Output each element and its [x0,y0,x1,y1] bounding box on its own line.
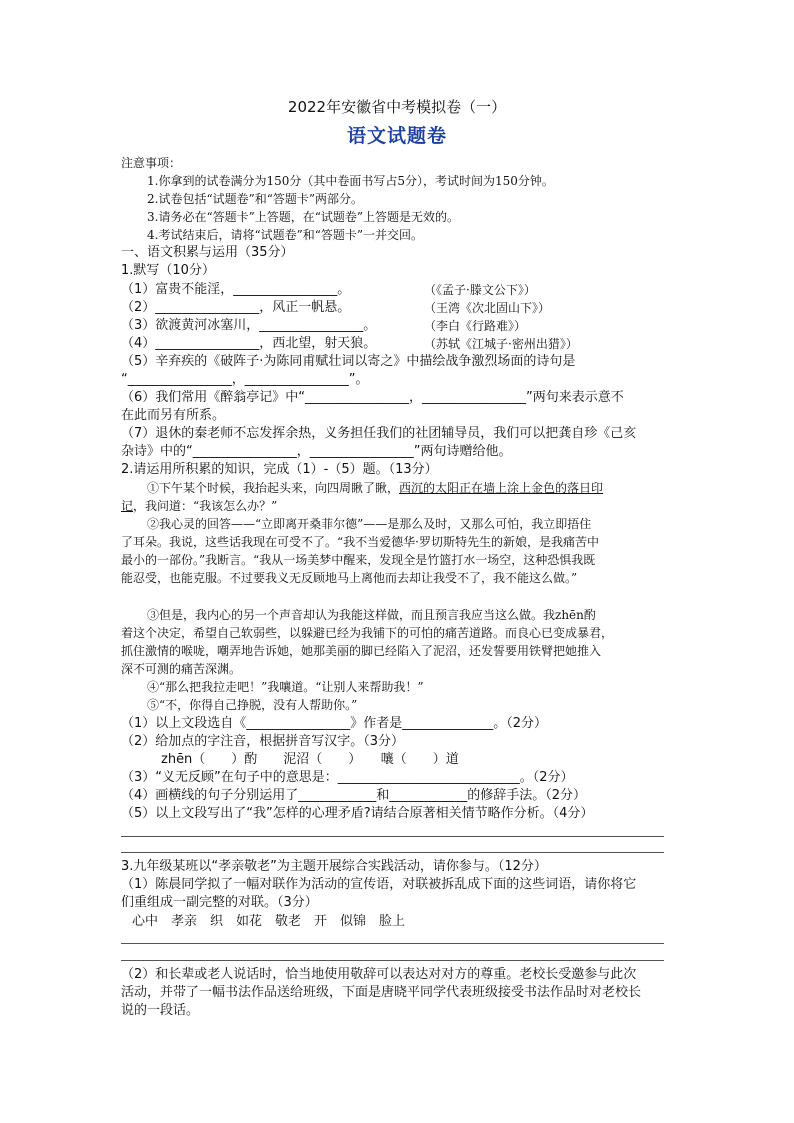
sub-question: （5）以上文段写出了“我”怎样的心理矛盾?请结合原著相关情节略作分析。（4分） [121,806,594,821]
notice-item: 3.请务必在“答题卡”上答题，在“试题卷”上答题是无效的。 [147,210,459,224]
exam-subtitle: 语文试题卷 [346,125,447,147]
source-citation: （王湾《次北固山下》） [424,301,551,315]
passage-paragraph-1-cont [121,498,277,515]
underlined-sentence: 记 [121,499,134,513]
exam-title: 2022年安徽省中考模拟卷（一） [287,98,507,116]
sub-question: 活动，并带了一幅书法作品送给班级，下面是唐晓平同学代表班级接受书法作品时对老校长 [121,985,642,1000]
sub-question: （1）以上文段选自《________________》作者是______________。（2分） [121,716,548,731]
question-text: “________________，________________”。 [121,372,369,387]
passage-text: ，我问道：“我该怎么办？” [133,499,278,513]
notice-item: 1.你拿到的试卷满分为150分（其中卷面书写占5分），考试时间为150分钟。 [147,174,554,188]
source-citation: （李白《行路难》） [424,319,527,333]
couplet-words: 心中 孝亲 织 如花 敬老 开 似锦 脸上 [132,914,406,929]
notice-item: 2.试卷包括“试题卷”和“答题卡”两部分。 [147,192,363,206]
passage-line: ③但是，我内心的另一个声音却认为我能这样做，而且预言我应当这么做。我zhēn酌 [147,608,596,622]
passage-line: 深不可测的痛苦深渊。 [121,662,242,676]
underlined-sentence: 西沉的太阳正在墙上涂上金色的落日印 [399,481,604,495]
fill-line: （2）________________，风正一帆悬。 [121,300,351,315]
sub-question: 说的一段话。 [121,1003,200,1018]
passage-text: ①下午某个时候，我抬起头来，向四周瞅了瞅， [147,481,400,495]
question-text: 在此而另有所系。 [121,408,226,423]
answer-line [121,852,664,853]
sub-question: （4）画横线的句子分别运用了____________和____________的修辞手法。（2分） [121,788,587,803]
question-2-label: 2.请运用所积累的知识，完成（1）-（5）题。（13分） [121,462,438,477]
question-text: （5）辛弃疾的《破阵子·为陈同甫赋壮词以寄之》中描绘战争激烈场面的诗句是 [121,354,576,369]
passage-line: ④“那么把我拉走吧！”我嚷道。“让别人来帮助我！” [147,680,424,694]
notice-heading: 注意事项： [121,156,182,170]
fill-line: （4）________________，西北望，射天狼。 [121,336,377,351]
sub-question: 们重组成一副完整的对联。（3分） [121,895,318,910]
passage-line: 着这个决定，希望自己软弱些，以躲避已经为我铺下的可怕的痛苦道路。而良心已变成暴君， [121,626,614,640]
question-text: 杂诗》中的“________________，________________”两句诗赠给他。 [121,444,512,459]
passage-paragraph-1 [147,480,603,497]
passage-line: 能忍受，也能克服。不过要我义无反顾地马上离他而去却让我受不了，我不能这么做。” [121,571,578,585]
answer-line [121,943,664,944]
notice-item: 4.考试结束后，请将“试题卷”和“答题卡”一并交回。 [147,228,423,242]
question-text: （7）退休的秦老师不忘发挥余热，义务担任我们的社团辅导员，我们可以把龚自珍《己亥 [121,426,637,441]
question-text: （6）我们常用《醉翁亭记》中“________________，________________”两句来表示意不 [121,390,624,405]
answer-line [121,960,664,961]
sub-question: （3）“义无反顾”在句子中的意思是：____________________________。（2分） [121,770,574,785]
answer-line [121,836,664,837]
passage-line: 了耳朵。我说，这些话我现在可受不了。“我不当爱德华·罗切斯特先生的新娘，是我痛苦中 [121,535,599,549]
passage-line: ②我心灵的回答——“立即离开桑菲尔德”——是那么及时，又那么可怕，我立即捂住 [147,517,592,531]
source-citation: （《孟子·滕文公下》） [424,283,536,297]
source-citation: （苏轼《江城子·密州出猎》） [424,337,578,351]
question-3-label: 3.九年级某班以“孝亲敬老”为主题开展综合实践活动，请你参与。（12分） [121,859,547,874]
section-heading: 一、语文积累与运用（35分） [121,245,294,260]
sub-question: （2）给加点的字注音，根据拼音写汉字。（3分） [121,734,405,749]
passage-line: 抓住激情的喉咙，嘲弄地告诉她，她那美丽的脚已经陷入了泥沼，还发誓要用铁臂把她推入 [121,644,602,658]
sub-question: （1）陈晨同学拟了一幅对联作为活动的宣传语，对联被拆乱成下面的这些词语，请你将它 [121,877,637,892]
pinyin-items: zhēn（ ）酌 泥沼（ ） 嚷（ ）道 [161,752,459,767]
fill-line: （1）富贵不能淫，________________。 [121,282,351,297]
passage-line: 最小的一部份。”我断言。“我从一场美梦中醒来，发现全是竹篮打水一场空，这种恐惧我既 [121,553,596,567]
question-1-label: 1.默写（10分） [121,263,215,278]
passage-line: ⑤“不，你得自己挣脱，没有人帮助你。” [147,698,358,712]
sub-question: （2）和长辈或老人说话时，恰当地使用敬辞可以表达对对方的尊重。老校长受邀参与此次 [121,967,637,982]
fill-line: （3）欲渡黄河冰塞川，________________。 [121,318,377,333]
